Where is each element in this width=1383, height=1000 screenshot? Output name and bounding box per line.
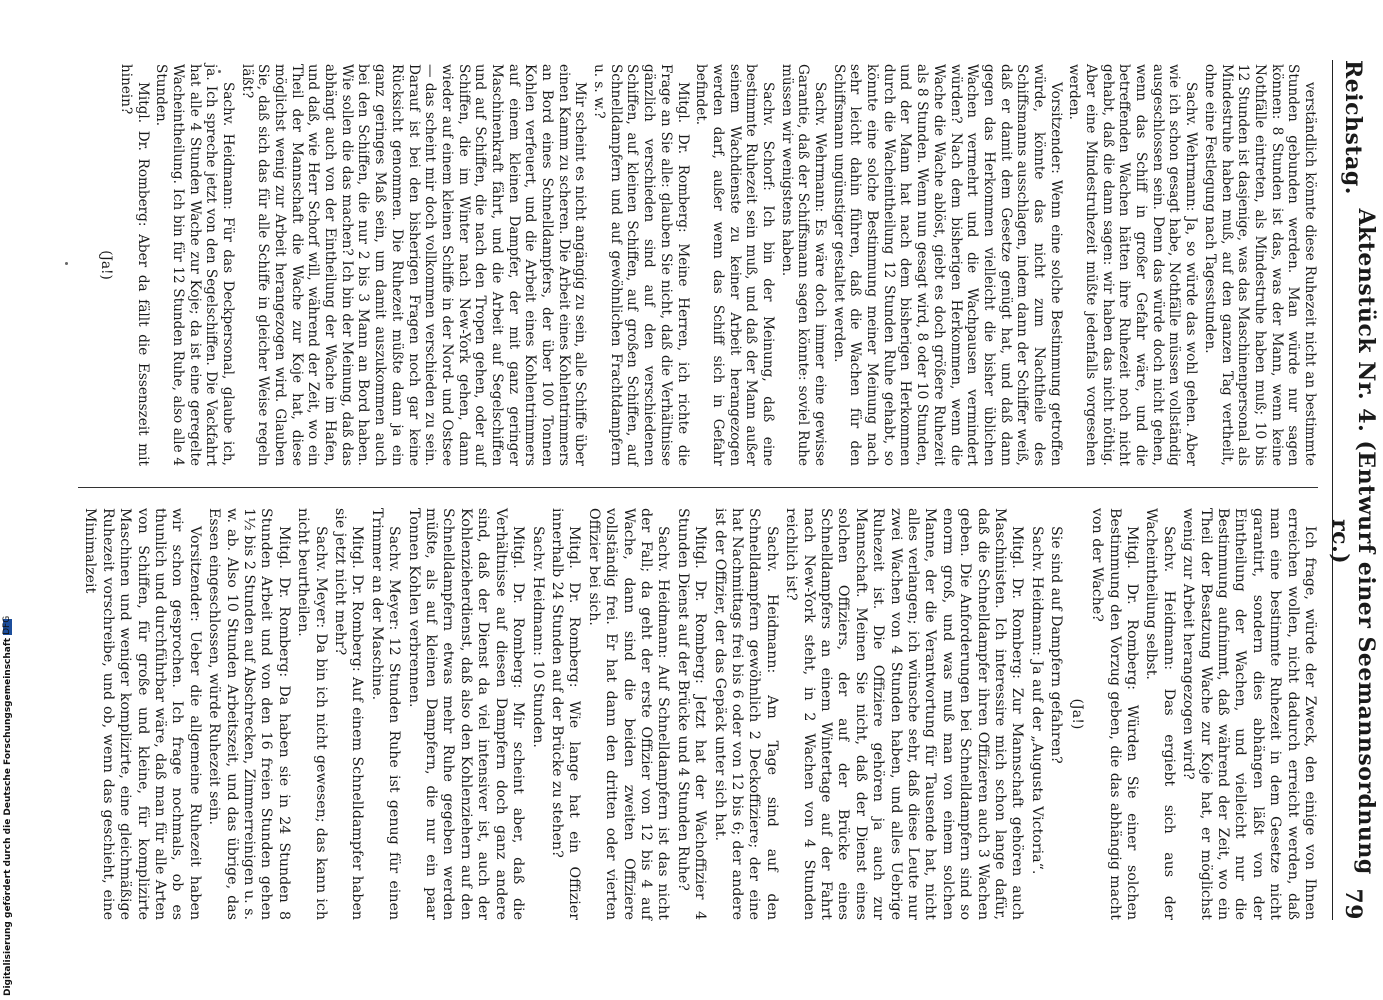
paragraph: verständlich könnte diese Ruhezeit nicht an bestimmte Stunden gebunden werden. Man würde nur sagen können: 8 Stunden ist das, was der Mann, wenn keine Nothfälle eintreten, als Mindestruhe haben muß; 10 bis 12 Stunden ist dasjenige, was das Maschinenpersonal als Mindestruhe haben muß, auf den ganzen Tag vertheilt, ohne eine Festlegung nach Tagesstunden. (1201, 64, 1318, 466)
paragraph: Mitgl. Dr. Romberg: Würden Sie einer solchen Bestimmung den Vorzug geben, die das abhängig macht von der Wache? (1089, 508, 1140, 920)
paragraph: Sachv. Heidmann: Für das Deckpersonal, glaube ich, ja. Ich spreche jetzt von den Segelschiffen. Die Vackfahrt hat alle 4 Stunden Wache zur Koje; da ist eine geregelte Wacheintheilung. Ich bin für 12 Stunden Ruhe, also alle 4 Stunden. (153, 64, 236, 466)
header-left: Reichstag. (1340, 60, 1366, 195)
paragraph: Sachv. Meyer: 12 Stunden Ruhe ist genug für einen Trimmer an der Maschine. (368, 508, 403, 920)
paragraph: Mitgl. Dr. Romberg: Jetzt hat der Wachoffizier 4 Stunden Dienst auf der Brücke und 4 Stunden Ruhe? (674, 508, 709, 920)
paragraph: Sachv. Schorf: Ich bin der Meinung, daß eine bestimmte Ruhezeit sein muß, und daß der Mann außer seinem Wachdienste zu keiner Arbeit herangezogen werden darf, außer wenn das Schiff sich in Gefahr befindet. (693, 64, 776, 466)
paragraph: Ich frage, würde der Zweck, den einige von Ihnen erreichen wollen, nicht dadurch erreicht werden, daß man eine bestimmte Ruhezeit in dem Gesetze nicht garantirt, sondern dies abhängen läßt von der Eintheilung der Wachen, und vielleicht nur die Bestimmung aufnimmt, daß während der Zeit, wo ein Theil der Besatzung Wache zur Koje hat, er möglichst wenig zur Arbeit herangezogen wird? (1180, 508, 1318, 920)
paragraph: Vorsitzender: Ueber die allgemeine Ruhezeit haben wir schon gesprochen. Ich frage nochmals, ob es thunlich und durchführbar wäre, daß man für alle Arten von Schiffen, für große und kleine, für komplizirte Maschinen und weniger komplizirte, eine gleichmäßige Ruhezeit vorschreibe, und ob, wenn das geschieht, eine Minimalzeit (82, 508, 203, 920)
paragraph: Mitgl. Dr. Romberg: Aber da fällt die Essenszeit mit hinein? (117, 64, 151, 466)
paragraph: Mitgl. Dr. Romberg: Wie lange hat ein Offizier innerhalb 24 Stunden auf der Brücke zu stehen? (548, 508, 583, 920)
page-header (1327, 60, 1379, 920)
paragraph: Sachv. Heidmann: Ja auf der „Augusta Victoria“. (1028, 526, 1045, 875)
page-number: 79 (1340, 888, 1366, 920)
header-title: Aktenstück Nr. 4. (Entwurf einer Seemannsordnung rc.) (1327, 208, 1379, 875)
interjection: (Ja!) (98, 250, 115, 280)
paragraph: Sachv. Wehrmann: Ja, so würde das wohl gehen. Aber wie ich schon gesagt habe, Nothfälle müssen vollständig ausgeschlossen sein. Denn das würde doch nicht gehen, wenn das Schiff in großer Gefahr wäre, und die betreffenden Wachen hätten ihre Ruhezeit noch nicht gehabt, daß die dann sagen: wir haben das nicht nöthig. Aber eine Mindestruhezeit müßte jedenfalls vorgesehen werden. (1066, 64, 1200, 466)
dfg-logo: DFG (2, 615, 12, 635)
paragraph: Sachv. Wehrmann: Es wäre doch immer eine gewisse Garantie, daß der Schiffsmann sagen könnte: soviel Ruhe müssen wir wenigstens haben. (778, 64, 829, 466)
digitization-note: Digitalisierung gefördert durch die Deutsche ForschungsgemeinschaftDFG (2, 615, 13, 996)
column-divider (78, 487, 1318, 488)
paragraph: Vorsitzender: Wenn eine solche Bestimmung getroffen würde, könnte das nicht zum Nachtheile des Schiffsmanns ausschlagen, indem dann der Schiffer weiß, daß er damit dem Gesetze genügt hat, und daß dann gegen das Herkommen vielleicht die bisher üblichen Wachen vermehrt und die Wachpausen vermindert würden? Nach dem bisherigen Herkommen, wenn die Wache die Wache ablöst, giebt es doch größere Ruhezeit als 8 Stunden. Wenn nun gesagt wird, 8 oder 10 Stunden, und der Mann hat nach dem bisherigen Herkommen durch die Wacheintheilung 12 Stunden Ruhe gehabt, so könnte eine solche Bestimmung meiner Meinung nach sehr leicht dahin führen, daß die Wachen für den Schiffsmann ungünstiger gestaltet werden. (830, 64, 1064, 466)
right-column (78, 508, 1318, 920)
paragraph: Sachv. Heidmann: Auf Schnelldampfern ist das nicht der Fall; da geht der erste Offizier von 12 bis 4 auf Wache, dann sind die beiden zweiten Offiziere vollständig frei. Er hat dann den dritten oder vierten Offizier bei sich. (585, 508, 672, 920)
paragraph: Mitgl. Dr. Romberg: Da haben sie in 24 Stunden 8 Stunden Arbeit und von den 16 freien Stunden gehen 1½ bis 2 Stunden auf Abschrecken, Zimmerreinigen u. s. w. ab. Also 10 Stunden Arbeitszeit, und das übrige, das Essen eingeschlossen, würde Ruhezeit sein. (206, 508, 292, 920)
paragraph: Mir scheint es nicht angängig zu sein, alle Schiffe über einen Kamm zu scheren. Die Arbeit eines Kohlentrimmers an Bord eines Schnelldampfers, der über 100 Tonnen Kohlen verfeuert, und die Arbeit eines Kohlentrimmers auf einem kleinen Dampfer, der mit ganz geringer Maschinenkraft fährt, und die Arbeit auf Segelschiffen und auf Schiffen, die nach den Tropen gehen, oder auf Schiffen, die im Winter nach New-York gehen, dann wieder auf einem kleinen Schiffe in der Nord- und Ostsee — das scheint mir doch vollkommen verschieden zu sein. Darauf ist bei den bisherigen Fragen noch gar keine Rücksicht genommen. Die Ruhezeit müßte dann ja ein ganz geringes Maß sein, um damit auszukommen auch bei den Schiffen, die nur 2 bis 3 Mann an Bord haben. Wie sollen die das machen? Ich bin der Meinung, daß das abhängt auch von der Eintheilung der Wache im Hafen, und daß, wie Herr Schorf will, während der Zeit, wo ein Theil der Mannschaft die Wache zur Koje hat, diese möglichst wenig zur Arbeit herangezogen wird. Glauben Sie, daß sich das für alle Schiffe in gleicher Weise regeln läßt? (238, 64, 589, 466)
paragraph: Sachv. Heidmann: Am Tage sind auf den Schnelldampfern gewöhnlich 2 Deckoffiziere; der eine hat Nachmittags frei bis 6 oder von 12 bis 6; der andere ist der Offizier, der das Gepäck unter sich hat. (711, 508, 780, 920)
paragraph: Mitgl. Dr. Romberg: Zur Mannschaft gehören auch Maschinisten. Ich interessire mich schon lange dafür, daß die Schnelldampfer ihren Offizieren auch 3 Wachen geben. Die Anforderungen bei Schnelldampfern sind so enorm groß, und was muß man von einem solchen Manne, der die Verantwortung für Tausende hat, nicht alles verlangen; ich wünsche sehr, daß diese Leute nur zwei Wachen von 4 Stunden haben, und alles Uebrige Ruhezeit ist. Die Offiziere gehören ja auch zur Mannschaft. Meinen Sie nicht, daß der Dienst eines solchen Offiziers, der auf der Brücke eines Schnelldampfers an einem Wintertage auf der Fahrt nach New-York steht, in 2 Wachen von 4 Stunden reichlich ist? (783, 508, 1026, 920)
paragraph: Mitgl. Dr. Romberg: Auf einem Schnelldampfer haben sie jetzt nicht mehr? (332, 508, 366, 920)
paragraph: Sachv. Heidmann: Das ergiebt sich aus der Wacheintheilung selbst. (1143, 508, 1177, 920)
paragraph: Mitgl. Dr. Romberg: Mir scheint aber, daß die Verhältnisse auf diesen Dampfern doch ganz andere sind, daß der Dienst da viel intensiver ist, auch der Kohlenzieherdienst, daß also den Kohlenziehern auf den Schnelldampfern etwas mehr Ruhe gegeben werden müßte, als auf kleinen Dampfern, die nur ein paar Tonnen Kohlen verbrennen. (405, 508, 527, 920)
paragraph: Sachv. Heidmann: 10 Stunden. (529, 526, 546, 748)
interjection: (Ja!) (1068, 698, 1085, 730)
paragraph: Sachv. Meyer: Da bin ich nicht gewesen; das kann ich nicht beurtheilen. (295, 508, 329, 920)
paragraph: Sie sind auf Dampfern gefahren? (1048, 526, 1065, 764)
paragraph: Mitgl. Dr. Romberg: Meine Herren, ich richte die Frage an Sie alle: glauben Sie nicht, daß die Verhältnisse gänzlich verschieden sind auf den verschiedenen Schiffen, auf kleinen Schiffen, auf großen Schiffen, auf Schnelldampfern und auf gewöhnlichen Frachtdampfern u. s. w.? (591, 64, 691, 466)
left-column (78, 64, 1318, 466)
